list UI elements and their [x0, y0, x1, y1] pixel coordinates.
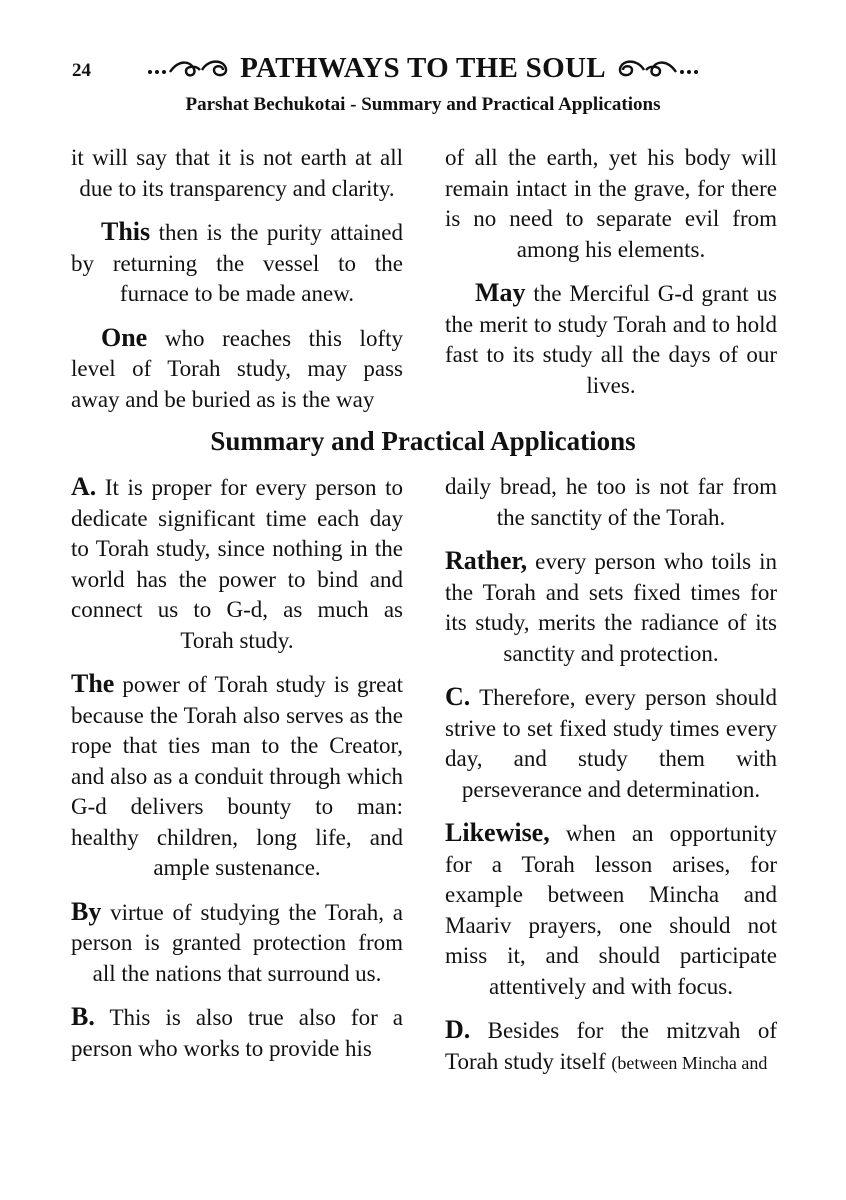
summary-point: Likewise, when an opportunity for a Torah lesson arises, for example between Mincha and Maariv prayers, one should not miss it, and should participate attentively and with focus.: [445, 818, 777, 999]
top-right-column: [445, 143, 777, 401]
summary-point: B. This is also true also for a person who works to provide his: [71, 1002, 403, 1061]
summary-point: daily bread, he too is not far from the sanctity of the Torah.: [445, 474, 777, 530]
left-flourish-icon: [146, 56, 232, 80]
lead-word: D.: [445, 1015, 471, 1044]
summary-point: The power of Torah study is great because the Torah also serves as the rope that ties man to the Creator, and also as a conduit through which G-d delivers bounty to man: healthy children, long life, and ample sustenance.: [71, 669, 403, 880]
book-title: PATHWAYS TO THE SOUL: [240, 51, 606, 84]
right-flourish-icon: [614, 56, 700, 80]
lead-word: This: [101, 217, 151, 246]
paragraph: it will say that it is not earth at all due to its transparency and clarity.: [71, 145, 403, 201]
lead-word: The: [71, 669, 115, 698]
paragraph: This then is the purity attained by returning the vessel to the furnace to be made anew.: [71, 217, 403, 306]
lead-word: May: [475, 278, 526, 307]
paragraph: May the Merciful G-d grant us the merit to study Torah and to hold fast to its study all the days of our lives.: [445, 278, 777, 398]
lead-word: One: [101, 322, 148, 352]
top-left-column: [71, 143, 403, 415]
paragraph: One who reaches this lofty level of Torah study, may pass away and be buried as is the way: [71, 322, 403, 412]
lead-word: B.: [71, 1002, 95, 1031]
section-heading: Summary and Practical Applications: [210, 426, 636, 456]
page-header: [0, 0, 846, 130]
running-title: [132, 48, 714, 88]
summary-point: D. Besides for the mitzvah of Torah study itself (between Mincha and: [445, 1015, 777, 1074]
chapter-subtitle: Parshat Bechukotai - Summary and Practical Applications: [185, 94, 661, 115]
paragraph: of all the earth, yet his body will remain intact in the grave, for there is no need to separate evil from among his elements.: [445, 145, 777, 262]
summary-point: Rather, every person who toils in the Torah and sets fixed times for its study, merits the radiance of its sanctity and protection.: [445, 546, 777, 666]
summary-right-column: [445, 472, 777, 1078]
summary-left-column: [71, 472, 403, 1064]
lead-word: Rather,: [445, 546, 528, 575]
lead-word: Likewise,: [445, 818, 550, 847]
summary-point: C. Therefore, every person should strive to set fixed study times every day, and study them with perseverance and determination.: [445, 682, 777, 802]
lead-word: C.: [445, 682, 471, 711]
lead-word: A.: [71, 472, 97, 501]
summary-point: By virtue of studying the Torah, a person is granted protection from all the nations that surround us.: [71, 896, 403, 986]
summary-point: A. It is proper for every person to dedicate significant time each day to Torah study, since nothing in the world has the power to bind and connect us to G-d, as much as Torah study.: [71, 472, 403, 653]
parenthetical-note: (between Mincha and: [611, 1052, 768, 1073]
page-number: 24: [72, 60, 91, 81]
lead-word: By: [71, 896, 102, 926]
